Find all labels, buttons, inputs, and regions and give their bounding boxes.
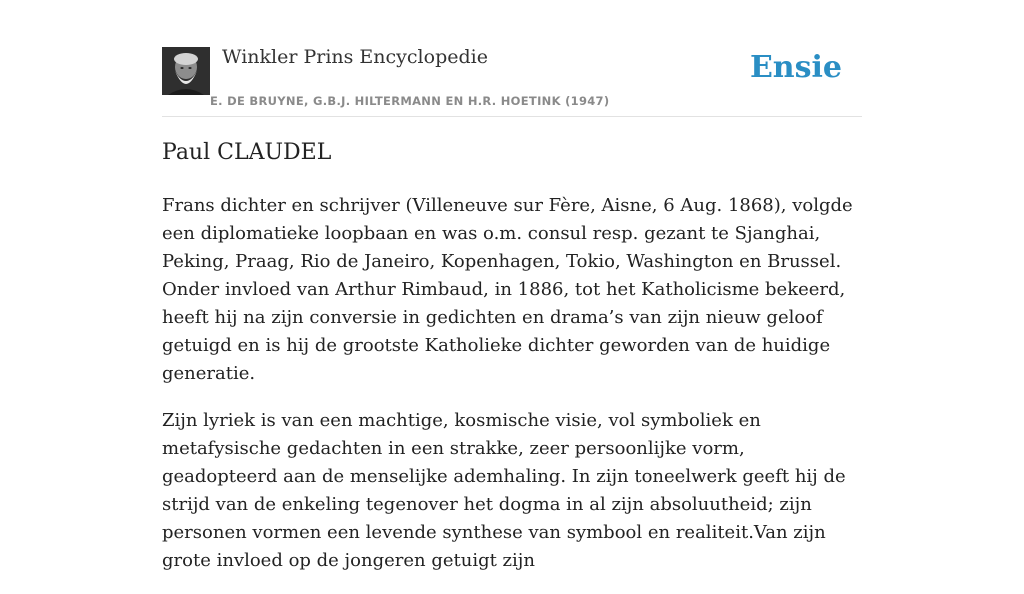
site-header (162, 0, 862, 117)
page (162, 0, 862, 571)
portrait-icon (162, 47, 210, 95)
entry-title: Paul CLAUDEL (162, 140, 332, 165)
paragraph: Frans dichter en schrijver (Villeneuve sur Fère, Aisne, 6 Aug. 1868), volgde een diplomatieke loopbaan en was o.m. consul resp. gezant te Sjanghai, Peking, Praag, Rio de Janeiro, Kopenhagen, Tokio, Washington en Brussel. Onder invloed van Arthur Rimbaud, in 1886, tot het Katholicisme bekeerd, heeft hij na zijn conversie in gedichten en drama’s van zijn nieuw geloof getuigd en is hij de grootste Katholieke dichter geworden van de huidige generatie. (162, 195, 853, 384)
ensie-logo-link[interactable]: Ensie (749, 50, 842, 85)
entry-body (162, 192, 862, 594)
authors-byline: E. DE BRUYNE, G.B.J. HILTERMANN EN H.R. HOETINK (1947) (210, 94, 610, 108)
paragraph: Zijn lyriek is van een machtige, kosmische visie, vol symboliek en metafysische gedachten in een strakke, zeer persoonlijke vorm, geadopteerd aan de menselijke ademhaling. In zijn toneelwerk geeft hij de strijd van de enkeling tegenover het dogma in al zijn absoluutheid; zijn personen vormen een levende synthese van symbool en realiteit.Van zijn grote invloed op de jongeren getuigt zijn (162, 410, 846, 571)
encyclopedia-title: Winkler Prins Encyclopedie (222, 46, 488, 68)
author-avatar (162, 47, 210, 95)
